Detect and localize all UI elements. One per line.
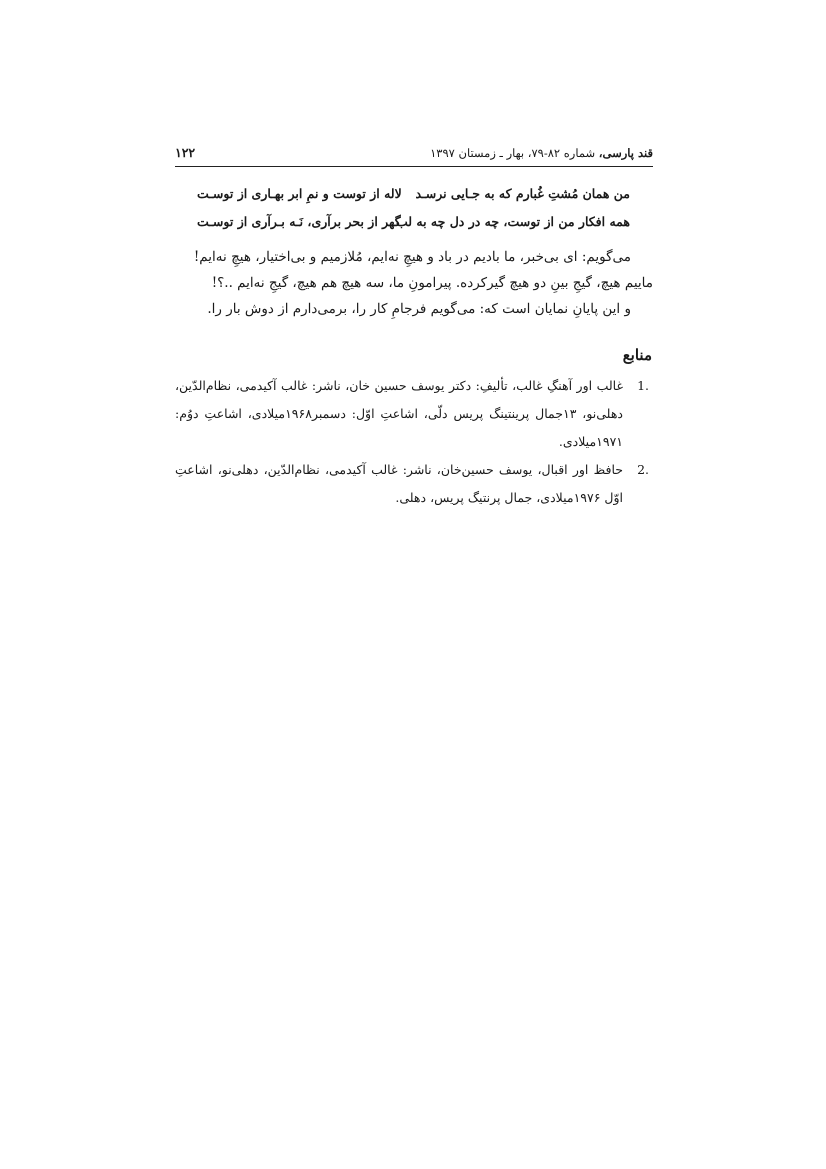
journal-info — [430, 146, 653, 160]
reference-item — [175, 456, 653, 512]
reference-number: .1 — [637, 378, 649, 393]
reference-text: غالب اور آهنگِ غالب، تألیفِ: دکتر یوسف حسین خان، ناشر: غالب آکیدمی، نظام‌الدّین، دهلی‌نو، ۱۳جمال پرینتینگ پریس دلّی، اشاعتِ اوّل: دسمبر۱۹۶۸میلادی، اشاعتِ دوُم: ۱۹۷۱میلادی. — [175, 378, 623, 449]
issue-info: شماره ۸۲-۷۹، بهار ـ زمستان ۱۳۹۷ — [430, 146, 599, 160]
poem-verses — [175, 186, 653, 242]
hemistich-left: گهر از بحر برآری، نَـه بـرآری از توسـت — [197, 214, 401, 229]
reference-text: حافظ اور اقبال، یوسف حسین‌خان، ناشر: غالب آکیدمی، نظام‌الدّین، دهلی‌نو، اشاعتِ اوّل ۱۹۷۶میلادی، جمال پرنتیگ پریس، دهلی. — [175, 462, 623, 505]
reference-number: .2 — [637, 462, 649, 477]
hemistich-left: لاله از توست و نمِ ابر بهـاری از توسـت — [197, 186, 402, 201]
verse-row — [175, 186, 653, 214]
journal-name: قند پارسی، — [598, 146, 653, 160]
hemistich-right: همه افکار من از توست، چه در دل چه به لب — [395, 214, 630, 229]
prose-line: می‌گویم: ای بی‌خبر، ما بادیم در باد و هیچِ نه‌ایم، مُلازمیم و بی‌اختیار، هیچِ نه‌ایم! — [193, 249, 631, 265]
prose-line: ماییم هیچ، گیجِ بینِ دو هیچ گیرکرده. پیرامونِ ما، سه هیچ هم هیچ، گیجِ نه‌ایم ..؟! — [211, 275, 653, 291]
prose-line: و این پایانِ نمایان است که: می‌گویم فرجامِ کار را، برمی‌دارم از دوش بار را. — [207, 301, 631, 317]
prose-paragraph — [175, 244, 653, 322]
running-header — [175, 140, 653, 167]
hemistich-right: من همان مُشتِ غُبارم که به جـایی نرسـد — [415, 186, 630, 201]
sources-heading: منابع — [622, 346, 652, 364]
verse-row — [175, 214, 653, 242]
reference-item — [175, 372, 653, 456]
page-number: ۱۲۲ — [175, 145, 196, 160]
reference-list — [175, 372, 653, 512]
